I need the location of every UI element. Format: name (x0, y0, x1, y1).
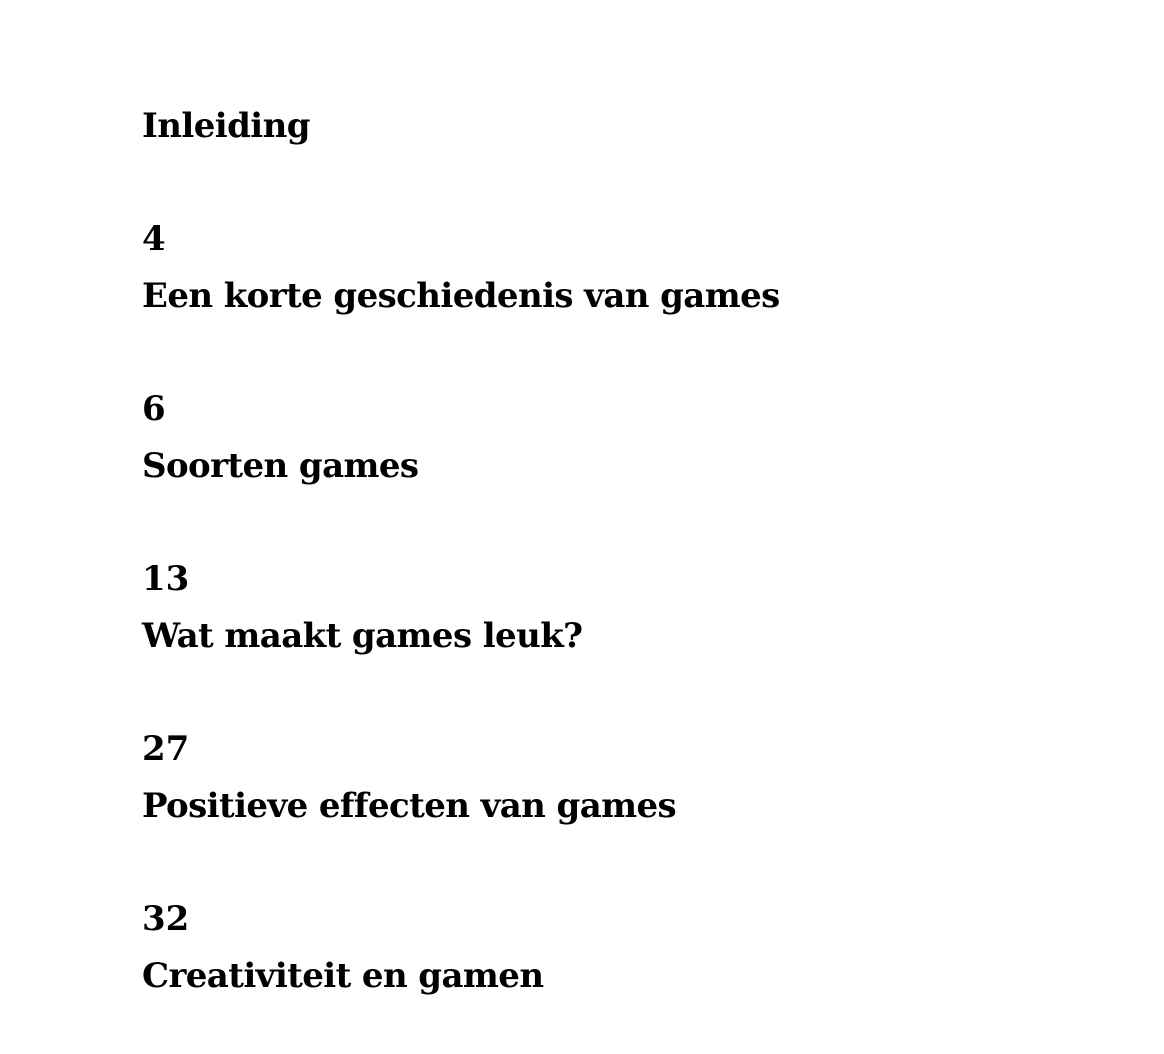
toc-entry-4-page: 27 (142, 729, 190, 769)
toc-entry-4-title: Positieve effecten van games (142, 786, 677, 826)
toc-entry-1-title: Een korte geschiedenis van games (142, 276, 780, 316)
toc-entry-5-title: Creativiteit en gamen (142, 956, 544, 996)
toc-intro-title: Inleiding (142, 106, 310, 146)
toc-entry-3-page: 13 (142, 559, 190, 599)
toc-entry-3-title: Wat maakt games leuk? (142, 616, 583, 656)
toc-entry-2-title: Soorten games (142, 446, 419, 486)
toc-entry-5-page: 32 (142, 899, 190, 939)
toc-entry-2-page: 6 (142, 389, 166, 429)
toc-entry-1-page: 4 (142, 219, 166, 259)
